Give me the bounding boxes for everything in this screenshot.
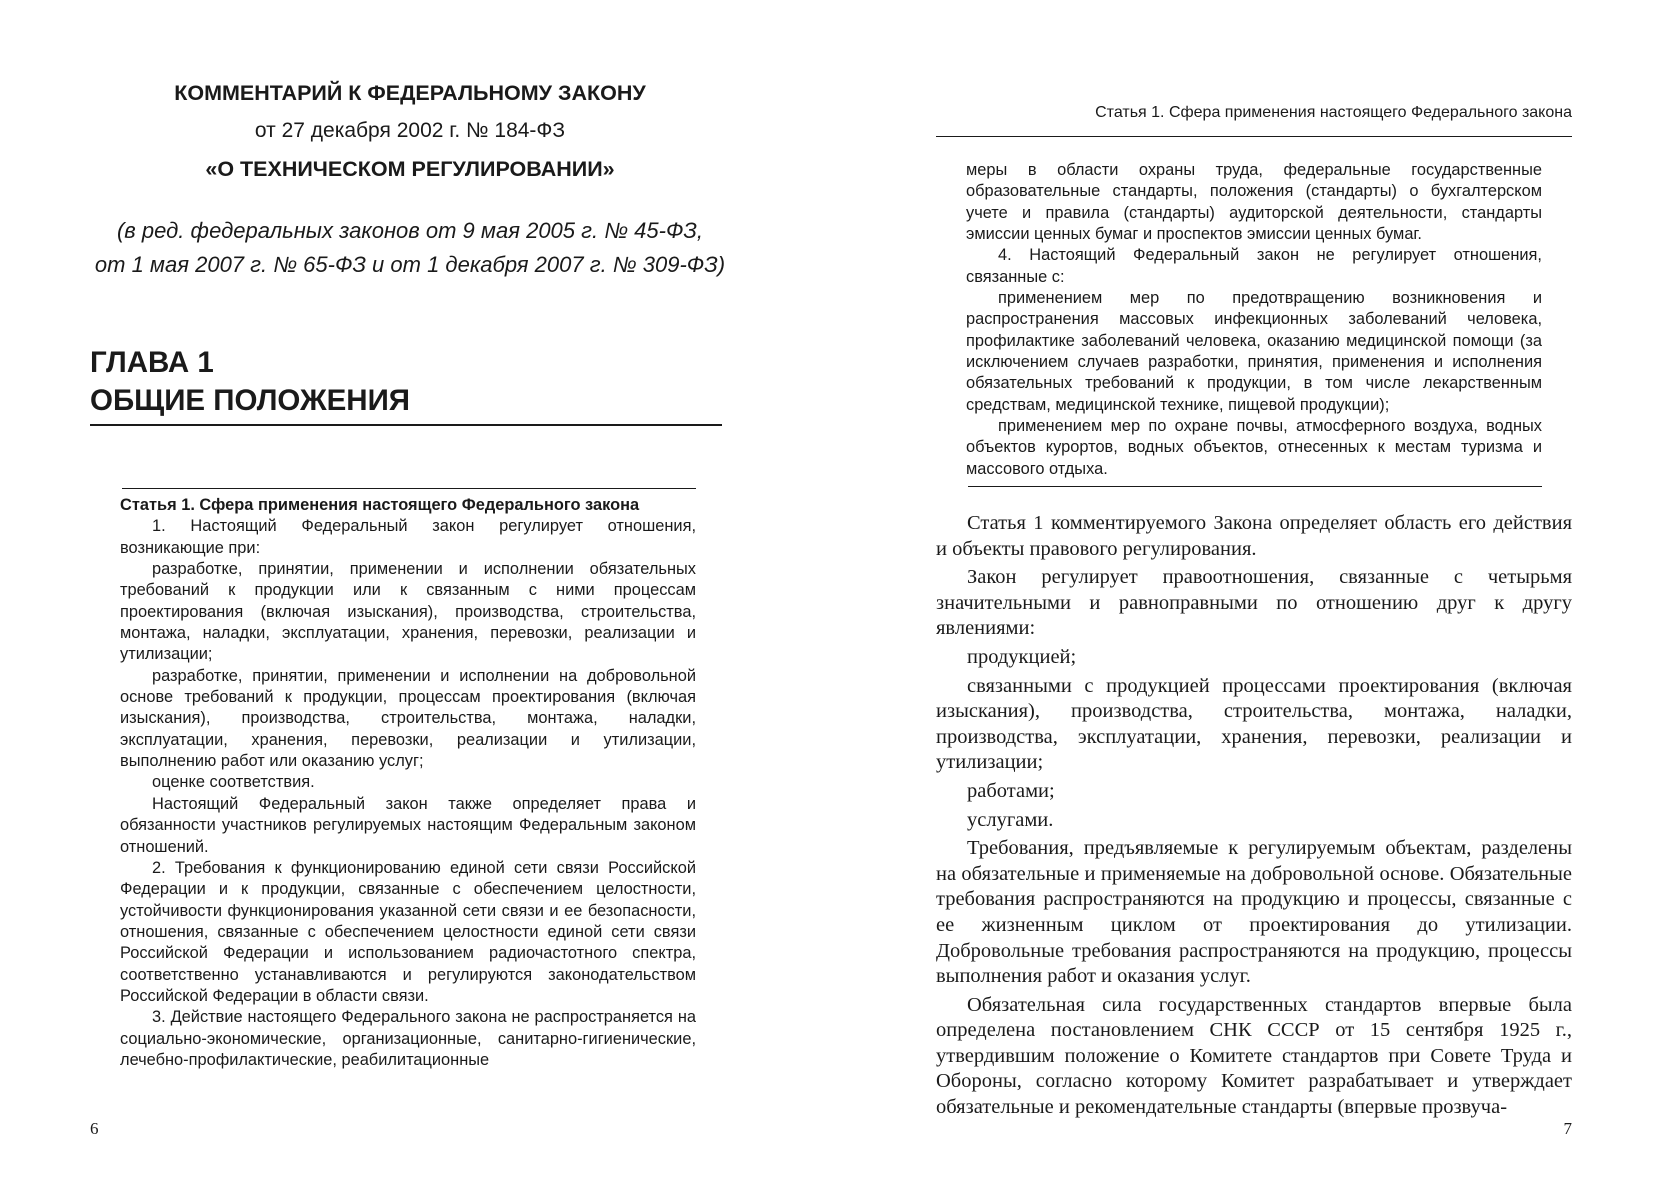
law-title-line3: «О ТЕХНИЧЕСКОМ РЕГУЛИРОВАНИИ» [205,157,615,181]
commentary-paragraph: продукцией; [967,645,1077,668]
law-paragraph: Настоящий Федеральный закон также определяет права и обязанности участников регулируемых настоящим Федеральным законом отношений. [120,794,696,856]
commentary-paragraph: Статья 1 комментируемого Закона определяет область его действия и объекты правового регулирования. [936,512,1572,560]
law-text-divider [968,486,1542,487]
commentary-paragraph: Обязательная сила государственных стандартов впервые была определена постановлением СНК СССР от 15 сентября 1925 г., утвердившим положение о Комитете стандартов при Совете Труда и Обороны, согласно которому Комитет разрабатывает и утверждает обязательные и рекомендательные стандарты (впервые прозвуча- [936,993,1572,1119]
law-paragraph: 3. Действие настоящего Федерального закона не распространяется на социально-экономические, организационные, санитарно-гигиенические, лечебно-профилактические, реабилитационные [120,1008,696,1069]
editions-line2: от 1 мая 2007 г. № 65-ФЗ и от 1 декабря 2007 г. № 309-ФЗ) [94,252,726,277]
commentary-paragraph: услугами. [967,808,1054,831]
editions-line1: (в ред. федеральных законов от 9 мая 2005 г. № 45-ФЗ, [116,218,704,243]
law-text-right [966,160,1542,480]
law-paragraph: меры в области охраны труда, федеральные государственные образовательные стандарты, положения (стандарты) о бухгалтерском учете и правила (стандарты) аудиторской деятельности, стандарты эмиссии ценных бумаг и проспектов эмиссии ценных бумаг. [966,161,1542,244]
chapter-number: ГЛАВА 1 [90,346,214,379]
chapter-title: ОБЩИЕ ПОЛОЖЕНИЯ [90,384,411,417]
commentary-paragraph: работами; [967,779,1055,802]
law-paragraph: разработке, принятии, применении и исполнении обязательных требований к продукции или к связанным с ними процессам проектирования (включая изыскания), производства, строительства, монтажа, наладки, эксплуатации, хранения, перевозки, реализации и утилизации; [120,560,696,664]
law-title-line2: от 27 декабря 2002 г. № 184-ФЗ [254,119,566,142]
law-paragraph: 4. Настоящий Федеральный закон не регулирует отношения, связанные с: [966,246,1542,286]
commentary-paragraph: Требования, предъявляемые к регулируемым объектам, разделены на обязательные и применяемые на добровольной основе. Обязательные требования распространяются на продукцию и процессы, связанные с ее жизненным циклом от проектирования до утилизации. Добровольные требования распространяются на продукцию, процессы выполнения работ и оказания услуг. [936,837,1572,988]
header-divider [936,136,1572,137]
law-title-block [90,78,730,184]
law-text-left [120,495,696,1071]
law-paragraph: 1. Настоящий Федеральный закон регулирует отношения, возникающие при: [120,517,696,557]
chapter-divider [90,424,722,426]
law-paragraph: разработке, принятии, применении и исполнении на добровольной основе требований к продукции, процессам проектирования (включая изыскания), производства, строительства, монтажа, наладки, эксплуатации, хранения, перевозки, реализации и утилизации, выполнению работ или оказанию услуг; [120,666,696,771]
commentary-text [936,511,1572,1124]
commentary-paragraph: Закон регулирует правоотношения, связанные с четырьмя значительными и равноправными по отношению друг к другу явлениями: [936,566,1572,640]
running-header: Статья 1. Сфера применения настоящего Федерального закона [1095,104,1572,121]
article-title: Статья 1. Сфера применения настоящего Федерального закона [120,496,640,514]
law-paragraph: применением мер по охране почвы, атмосферного воздуха, водных объектов курортов, водных объектов, отнесенных к местам туризма и массового отдыха. [966,417,1542,478]
editions-note [90,214,730,282]
law-paragraph: оценке соответствия. [152,773,315,792]
law-paragraph: применением мер по предотвращению возникновения и распространения массовых инфекционных заболеваний человека, профилактике заболеваний человека, оказанию медицинской помощи (за исключением случаев разработки, принятия, применения и исполнения обязательных требований к продукции, в том числе лекарственным средствам, медицинской технике, пищевой продукции); [966,289,1542,414]
page-number-left: 6 [90,1119,99,1138]
article-divider [122,488,696,489]
commentary-paragraph: связанными с продукцией процессами проектирования (включая изыскания), производства, строительства, монтажа, наладки, производства, эксплуатации, хранения, перевозки, реализации и утилизации; [936,674,1572,774]
law-paragraph: 2. Требования к функционированию единой сети связи Российской Федерации и к продукции, связанные с обеспечением целостности, устойчивости функционирования указанной сети связи и ее безопасности, отношения, связанные с обеспечением целостности единой сети связи Российской Федерации и использованием радиочастотного спектра, соответственно устанавливаются и регулируются законодательством Российской Федерации в области связи. [120,858,696,1005]
page-number-right: 7 [1563,1119,1572,1138]
chapter-heading [90,344,410,420]
law-title-line1: КОММЕНТАРИЙ К ФЕДЕРАЛЬНОМУ ЗАКОНУ [174,81,646,105]
